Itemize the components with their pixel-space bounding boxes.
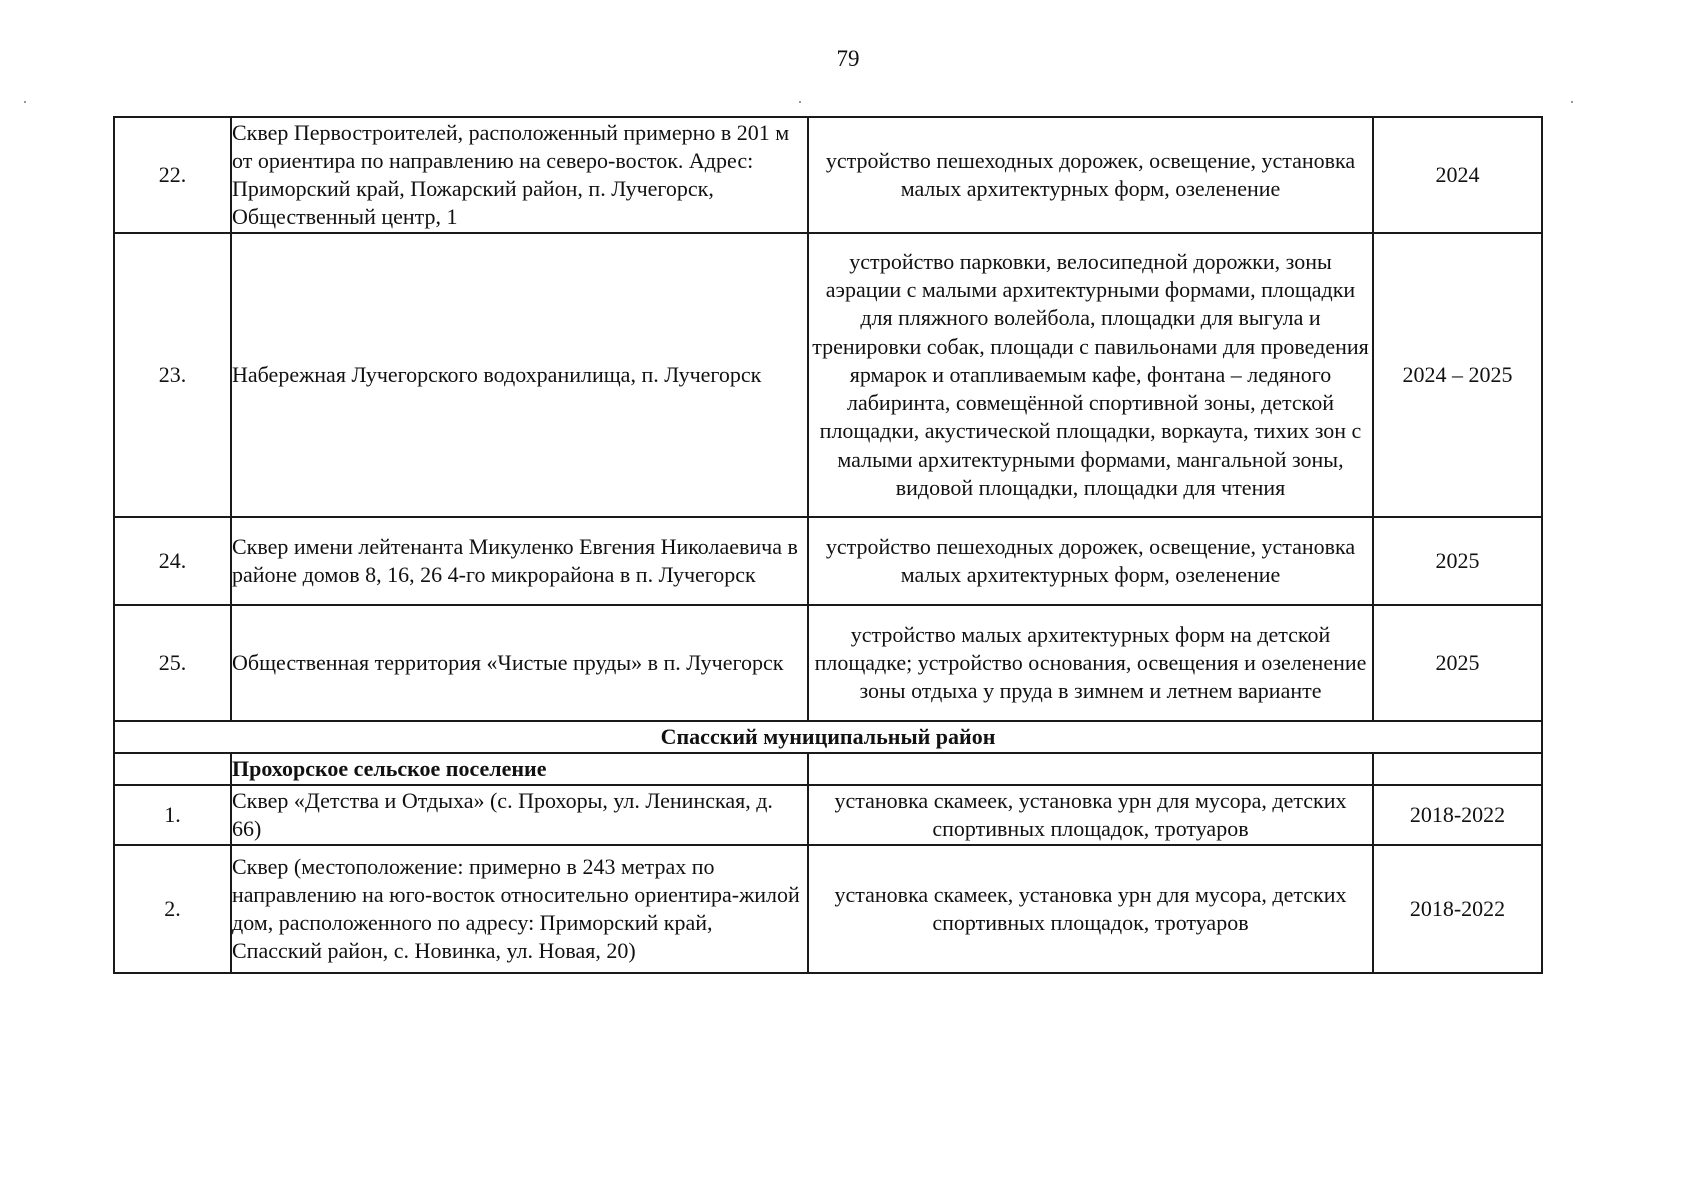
row-number: 22. — [114, 117, 231, 233]
works-description: установка скамеек, установка урн для мусора, детских спортивных площадок, тротуаров — [808, 785, 1373, 845]
implementation-year: 2025 — [1373, 517, 1542, 605]
improvement-table — [113, 116, 1543, 974]
settlement-title: Прохорское сельское поселение — [231, 753, 808, 785]
implementation-year: 2025 — [1373, 605, 1542, 721]
scan-speck — [1571, 101, 1573, 103]
scan-speck — [799, 101, 801, 103]
territory-name: Сквер «Детства и Отдыха» (с. Прохоры, ул. Ленинская, д. 66) — [231, 785, 808, 845]
row-number: 24. — [114, 517, 231, 605]
district-header-row — [114, 721, 1542, 753]
row-number: 23. — [114, 233, 231, 517]
works-description: устройство малых архитектурных форм на детской площадке; устройство основания, освещения и озеленение зоны отдыха у пруда в зимнем и летнем варианте — [808, 605, 1373, 721]
table-row — [114, 117, 1542, 233]
territory-name: Набережная Лучегорского водохранилища, п. Лучегорск — [231, 233, 808, 517]
row-number: 25. — [114, 605, 231, 721]
implementation-year: 2018-2022 — [1373, 785, 1542, 845]
works-description: устройство парковки, велосипедной дорожки, зоны аэрации с малыми архитектурными формами, площадки для пляжного волейбола, площадки для выгула и тренировки собак, площади с павильонами для проведения ярмарок и отапливаемым кафе, фонтана – ледяного лабиринта, совмещённой спортивной зоны, детской площадки, акустической площадки, воркаута, тихих зон с малыми архитектурными формами, мангальной зоны, видовой площадки, площадки для чтения — [808, 233, 1373, 517]
table-row — [114, 233, 1542, 517]
row-number: 1. — [114, 785, 231, 845]
table-row — [114, 845, 1542, 973]
page-number: 79 — [836, 46, 860, 71]
territory-name: Сквер (местоположение: примерно в 243 метрах по направлению на юго-восток относительно ориентира-жилой дом, расположенного по адресу: Приморский край, Спасский район, с. Новинка, ул. Новая, 20) — [231, 845, 808, 973]
table-row — [114, 517, 1542, 605]
empty-cell — [1373, 753, 1542, 785]
empty-cell — [808, 753, 1373, 785]
table-row — [114, 785, 1542, 845]
works-description: установка скамеек, установка урн для мусора, детских спортивных площадок, тротуаров — [808, 845, 1373, 973]
scan-speck — [24, 101, 26, 103]
district-title: Спасский муниципальный район — [114, 721, 1542, 753]
implementation-year: 2024 — [1373, 117, 1542, 233]
row-number: 2. — [114, 845, 231, 973]
territory-name: Сквер имени лейтенанта Микуленко Евгения Николаевича в районе домов 8, 16, 26 4-го микрорайона в п. Лучегорск — [231, 517, 808, 605]
works-description: устройство пешеходных дорожек, освещение, установка малых архитектурных форм, озеленение — [808, 517, 1373, 605]
territory-name: Сквер Первостроителей, расположенный примерно в 201 м от ориентира по направлению на северо-восток. Адрес: Приморский край, Пожарский район, п. Лучегорск, Общественный центр, 1 — [231, 117, 808, 233]
territory-name: Общественная территория «Чистые пруды» в п. Лучегорск — [231, 605, 808, 721]
empty-cell — [114, 753, 231, 785]
works-description: устройство пешеходных дорожек, освещение, установка малых архитектурных форм, озеленение — [808, 117, 1373, 233]
table-row — [114, 605, 1542, 721]
settlement-header-row — [114, 753, 1542, 785]
implementation-year: 2018-2022 — [1373, 845, 1542, 973]
implementation-year: 2024 – 2025 — [1373, 233, 1542, 517]
